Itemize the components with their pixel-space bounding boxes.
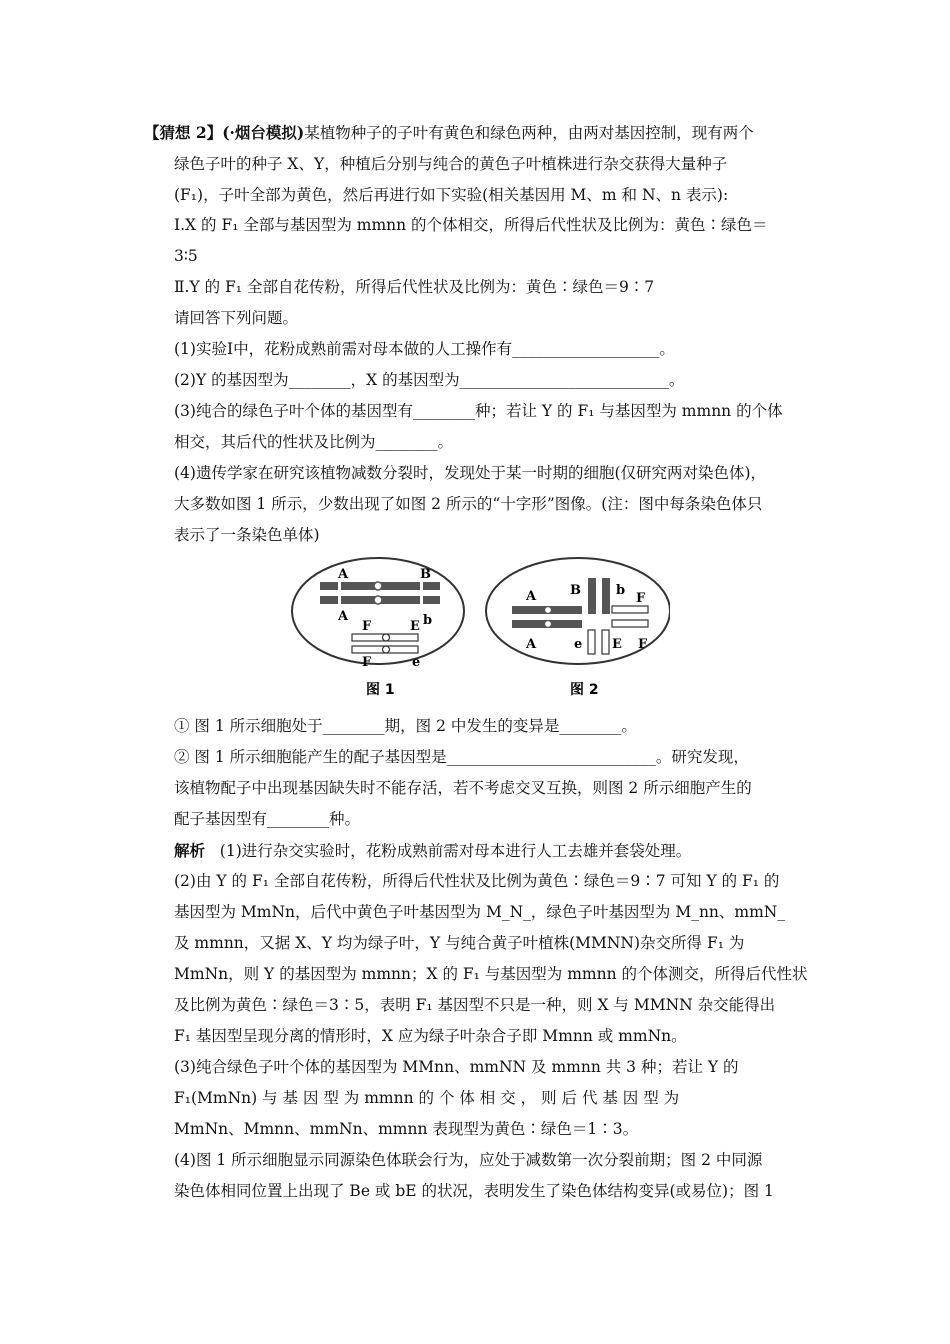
analysis-2-line-4: MmNn，则 Y 的基因型为 mmnn；X 的 F₁ 与基因型为 mmnn 的个体测交，所得后代性状 xyxy=(174,965,808,983)
figure-2-chromosome-arm-7 xyxy=(588,630,595,654)
analysis-2-line-6: F₁ 基因型呈现分离的情形时，X 应为绿子叶杂合子即 Mmnn 或 mmNn。 xyxy=(174,1027,687,1045)
figure-2-label-5: A xyxy=(526,637,537,652)
question-4-line-3: 表示了一条染色单体) xyxy=(174,526,320,544)
figure-1-label-7: F xyxy=(362,655,372,670)
analysis-4 xyxy=(174,1145,814,1207)
analysis-2-line-3: 及 mmnn，又据 X、Y 均为绿子叶，Y 与纯合黄子叶植株(MMNN)杂交所得 F₁ 为 xyxy=(174,934,745,952)
figure-2-label-1: A xyxy=(526,589,537,604)
analysis-3 xyxy=(174,1052,814,1145)
problem-source: (·烟台模拟) xyxy=(222,123,305,142)
experiment-1-line-2: 3∶5 xyxy=(174,247,198,265)
figure-2-label-4: F xyxy=(636,591,646,606)
problem-intro xyxy=(144,117,814,211)
analysis-1-line xyxy=(174,835,814,867)
question-3-line-1: (3)纯合的绿色子叶个体的基因型有________种；若让 Y 的 F₁ 与基因型为 mmnn 的个体 xyxy=(174,402,783,420)
figure-2-centromere-1 xyxy=(545,607,552,614)
experiment-2 xyxy=(174,272,814,334)
experiment-1 xyxy=(174,210,814,272)
figure-2-label-3: b xyxy=(616,583,626,598)
question-4-part-2-line-3: 配子基因型有________种。 xyxy=(174,810,361,828)
figure-2-label-8: F xyxy=(638,637,648,652)
question-4-line-1: (4)遗传学家在研究该植物减数分裂时，发现处于某一时期的细胞(仅研究两对染色体)， xyxy=(174,464,767,482)
figure-2-chromosome-arm-3 xyxy=(588,578,596,614)
figure-2-label-7: E xyxy=(612,637,622,652)
figure-1-locus-a-bottom xyxy=(338,596,341,604)
experiment-2-text: Ⅱ.Y 的 F₁ 全部自花传粉，所得后代性状及比例为：黄色∶绿色＝9∶7 xyxy=(174,278,655,296)
analysis-3-line-1: (3)纯合绿色子叶个体的基因型为 MMnn、mmNN 及 mmnn 共 3 种；若让 Y 的 xyxy=(174,1058,739,1076)
problem-intro-text-1: 某植物种子的子叶有黄色和绿色两种，由两对基因控制，现有两个 xyxy=(304,124,754,142)
figure-2-chromosome-arm-8 xyxy=(602,630,609,654)
experiment-1-line-1: Ⅰ.X 的 F₁ 全部与基因型为 mmnn 的个体相交，所得后代性状及比例为：黄色∶绿色＝ xyxy=(174,216,768,234)
question-2: (2)Y 的基因型为________，X 的基因型为___________________________。 xyxy=(174,371,685,389)
problem-tag: 【猜想 2】 xyxy=(144,123,223,142)
problem-intro-line-2: 绿色子叶的种子 X、Y，种植后分别与纯合的黄色子叶植株进行杂交获得大量种子 xyxy=(174,155,728,173)
question-4-parts xyxy=(174,711,814,835)
question-4-line-2: 大多数如图 1 所示，少数出现了如图 2 所示的“十字形”图像。(注：图中每条染色体只 xyxy=(174,495,763,513)
figure-2-caption: 图 2 xyxy=(570,682,599,698)
question-3 xyxy=(174,396,814,458)
figure-2-centromere-2 xyxy=(545,621,552,628)
analysis-2 xyxy=(174,866,814,1052)
question-4-part-2-line-2: 该植物配子中出现基因缺失时不能存活，若不考虑交叉互换，则图 2 所示细胞产生的 xyxy=(174,779,752,797)
figure-1-label-8: e xyxy=(412,655,421,670)
figure-2-label-2: B xyxy=(570,583,581,598)
figure-1-centromere-1 xyxy=(374,582,382,590)
question-4 xyxy=(174,458,814,551)
question-3-line-2: 相交，其后代的性状及比例为________。 xyxy=(174,433,454,451)
figure-1-centromere-2 xyxy=(374,596,382,604)
problem-intro-line-3: (F₁)，子叶全部为黄色，然后再进行如下实验(相关基因用 M、m 和 N、n 表示): xyxy=(174,186,729,204)
figure-1-label-2: B xyxy=(420,567,431,582)
question-4-part-2-line-1: ② 图 1 所示细胞能产生的配子基因型是___________________________。研究发现， xyxy=(174,748,749,766)
figure-1-label-1: A xyxy=(338,567,349,582)
analysis-4-line-2: 染色体相同位置上出现了 Be 或 bE 的状况，表明发生了染色体结构变异(或易位)；图 1 xyxy=(174,1182,774,1200)
problem-intro-line-1 xyxy=(144,117,814,149)
analysis-4-line-1: (4)图 1 所示细胞显示同源染色体联会行为，应处于减数第一次分裂前期；图 2 中同源 xyxy=(174,1151,763,1169)
figure-2-chromosome-arm-6 xyxy=(612,620,648,627)
question-4-part-1: ① 图 1 所示细胞处于________期，图 2 中发生的变异是________。 xyxy=(174,717,637,735)
figure-2-chromosome-arm-4 xyxy=(602,578,610,614)
analysis-2-line-5: 及比例为黄色∶绿色＝3∶5，表明 F₁ 基因型不只是一种，则 X 与 MMNN 杂交能得出 xyxy=(174,996,776,1014)
figure-1-label-5: E xyxy=(410,619,420,634)
question-1: (1)实验Ⅰ中，花粉成熟前需对母本做的人工操作有___________________。 xyxy=(174,340,675,358)
figure-1-label-6: b xyxy=(423,613,433,628)
analysis-label: 解析 xyxy=(174,841,206,860)
figure-1-centromere-3 xyxy=(383,634,390,641)
figure-1-label-4: F xyxy=(362,619,372,634)
figure-1-label-3: A xyxy=(338,609,349,624)
questions-1-2 xyxy=(174,334,814,396)
question-prompt: 请回答下列问题。 xyxy=(174,309,299,327)
analysis-2-line-2: 基因型为 MmNn，后代中黄色子叶基因型为 M_N_，绿色子叶基因型为 M_nn、mmN_ xyxy=(174,903,786,921)
figure-1-caption: 图 1 xyxy=(366,682,395,698)
figure-1 xyxy=(292,558,464,698)
analysis-3-line-3: MmNn、Mmnn、mmNn、mmnn 表现型为黄色∶绿色＝1∶3。 xyxy=(174,1120,639,1138)
analysis-1-text: (1)进行杂交实验时，花粉成熟前需对母本进行人工去雄并套袋处理。 xyxy=(219,842,692,860)
figure-1-locus-a-top xyxy=(338,582,341,590)
figure-2-chromosome-arm-5 xyxy=(612,606,648,613)
analysis-1 xyxy=(174,835,814,867)
figure-1-centromere-4 xyxy=(383,646,390,653)
chromosome-figure xyxy=(290,556,670,706)
figure-2-label-6: e xyxy=(574,637,583,652)
figure-1-locus-b-bottom xyxy=(420,596,423,604)
analysis-3-line-2: F₁(MmNn) 与 基 因 型 为 mmnn 的 个 体 相 交 ， 则 后 代 基 因 型 为 xyxy=(174,1089,680,1107)
figure-2 xyxy=(486,558,670,698)
figure-1-locus-b-top xyxy=(420,582,423,590)
analysis-2-line-1: (2)由 Y 的 F₁ 全部自花传粉，所得后代性状及比例为黄色∶绿色＝9∶7 可知 Y 的 F₁ 的 xyxy=(174,872,780,890)
